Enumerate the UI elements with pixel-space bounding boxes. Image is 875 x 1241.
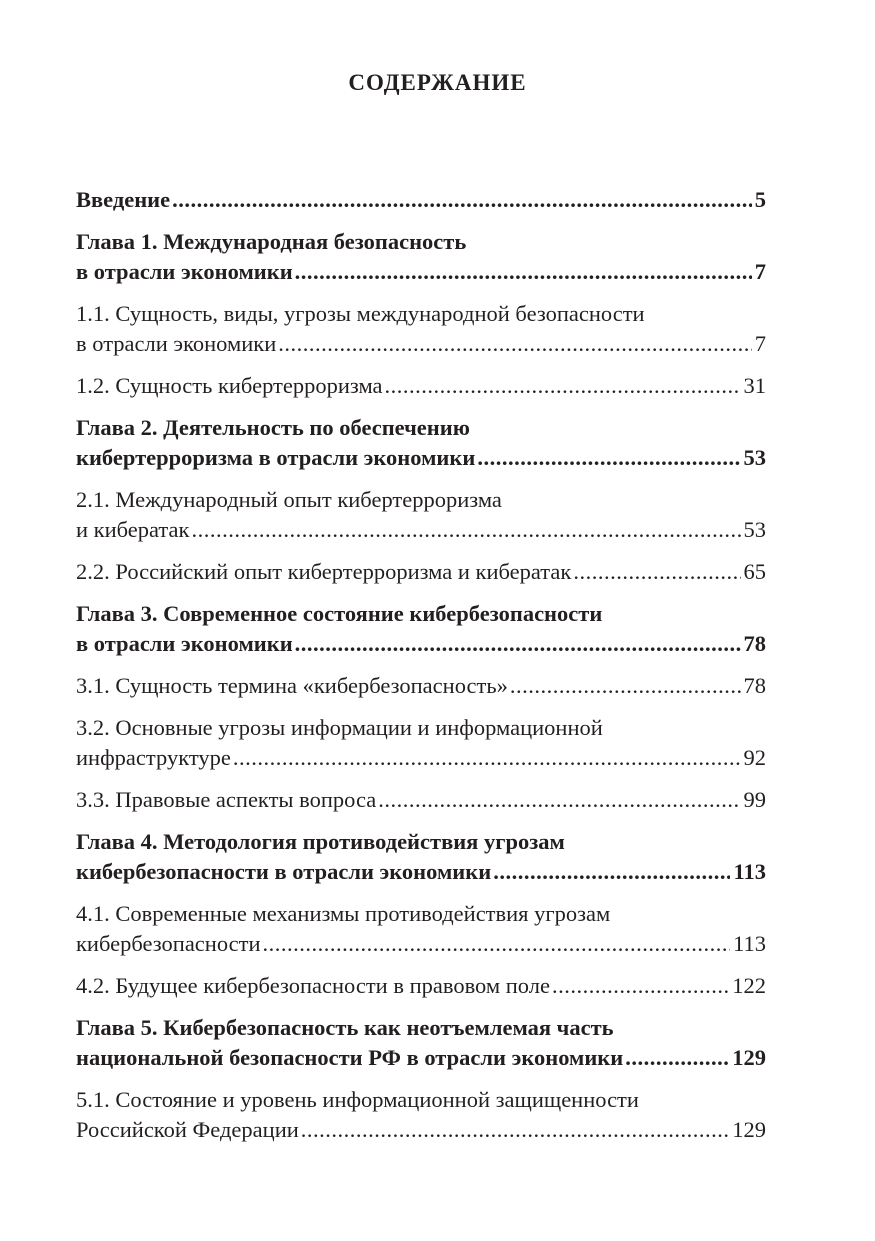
toc-page-number: 92 [743,745,766,770]
dot-leader [233,743,741,773]
toc-entry-title: Введение [76,187,171,212]
dot-leader [573,557,740,587]
toc-entry-title: в отрасли экономики [76,331,277,356]
toc-entry-title-line: Глава 2. Деятельность по обеспечению [76,415,470,440]
toc-page-number: 122 [732,973,766,998]
toc-entry-row [76,785,766,815]
toc-chapter-entry[interactable] [76,599,766,659]
toc-entry-title-line: Глава 1. Международная безопасность [76,229,467,254]
toc-section-entry[interactable] [76,557,766,587]
toc-entry-title: 3.1. Сущность термина «кибербезопасность» [76,673,508,698]
toc-section-entry[interactable] [76,971,766,1001]
toc-entry-title: инфраструктуре [76,745,231,770]
dot-leader [191,515,740,545]
toc-entry-row [76,971,766,1001]
toc-section-entry[interactable] [76,785,766,815]
dot-leader [493,857,730,887]
toc-entry-title: 4.2. Будущее кибербезопасности в правовом поле [76,973,550,998]
toc-section-entry[interactable] [76,671,766,701]
toc-entry-row [76,1043,766,1073]
toc-entry-row [76,329,766,359]
toc-page-number: 53 [743,517,766,542]
toc-entry-row [76,557,766,587]
toc-entry-row [76,185,766,215]
toc-chapter-entry[interactable] [76,185,766,215]
toc-entry-title: и кибератак [76,517,190,542]
toc-entry-title-line: 2.1. Международный опыт кибертерроризма [76,487,502,512]
toc-entry-title: 1.2. Сущность кибертерроризма [76,373,383,398]
toc-entry-row [76,857,766,887]
toc-page-number: 129 [732,1045,766,1070]
dot-leader [301,1115,729,1145]
toc-page-number: 65 [743,559,766,584]
toc-entry-title: кибербезопасности в отрасли экономики [76,859,492,884]
table-of-contents [76,185,766,1145]
dot-leader [510,671,741,701]
toc-page-number: 31 [743,373,766,398]
toc-page-number: 113 [733,859,766,884]
toc-page-number: 78 [743,631,766,656]
dot-leader [477,443,740,473]
dot-leader [385,371,741,401]
dot-leader [295,629,741,659]
toc-entry-title: 3.3. Правовые аспекты вопроса [76,787,377,812]
toc-entry-row [76,515,766,545]
toc-page-number: 53 [743,445,766,470]
toc-page-number: 99 [743,787,766,812]
toc-entry-title-line: 3.2. Основные угрозы информации и информационной [76,715,603,740]
toc-entry-title-line: Глава 4. Методология противодействия угрозам [76,829,565,854]
toc-entry-row [76,371,766,401]
toc-page-number: 129 [732,1117,766,1142]
toc-page-number: 78 [743,673,766,698]
toc-entry-title-line: 4.1. Современные механизмы противодействия угрозам [76,901,611,926]
toc-entry-row [76,671,766,701]
toc-entry-title: в отрасли экономики [76,631,293,656]
toc-entry-title: 2.2. Российский опыт кибертерроризма и кибератак [76,559,572,584]
toc-page-number: 7 [754,259,766,284]
toc-entry-row [76,629,766,659]
toc-entry-title: Российской Федерации [76,1117,299,1142]
dot-leader [625,1043,729,1073]
toc-entry-row [76,929,766,959]
dot-leader [263,929,731,959]
toc-section-entry[interactable] [76,713,766,773]
toc-section-entry[interactable] [76,299,766,359]
toc-entry-row [76,743,766,773]
dot-leader [552,971,729,1001]
toc-page-number: 5 [754,187,766,212]
toc-page-number: 113 [733,931,766,956]
toc-entry-title-line: Глава 5. Кибербезопасность как неотъемлемая часть [76,1015,614,1040]
dot-leader [278,329,752,359]
toc-chapter-entry[interactable] [76,1013,766,1073]
toc-entry-title-line: 1.1. Сущность, виды, угрозы международной безопасности [76,301,645,326]
toc-entry-title: национальной безопасности РФ в отрасли экономики [76,1045,624,1070]
toc-entry-title-line: Глава 3. Современное состояние кибербезопасности [76,601,603,626]
dot-leader [295,257,752,287]
toc-section-entry[interactable] [76,371,766,401]
toc-chapter-entry[interactable] [76,227,766,287]
toc-page-number: 7 [754,331,766,356]
toc-section-entry[interactable] [76,899,766,959]
toc-chapter-entry[interactable] [76,413,766,473]
toc-entry-title: кибертерроризма в отрасли экономики [76,445,476,470]
dot-leader [172,185,752,215]
toc-entry-row [76,443,766,473]
toc-entry-title-line: 5.1. Состояние и уровень информационной защищенности [76,1087,639,1112]
toc-entry-row [76,1115,766,1145]
toc-section-entry[interactable] [76,485,766,545]
dot-leader [378,785,740,815]
toc-entry-title: кибербезопасности [76,931,261,956]
toc-entry-title: в отрасли экономики [76,259,293,284]
toc-chapter-entry[interactable] [76,827,766,887]
toc-section-entry[interactable] [76,1085,766,1145]
page-title: СОДЕРЖАНИЕ [348,70,527,95]
toc-entry-row [76,257,766,287]
